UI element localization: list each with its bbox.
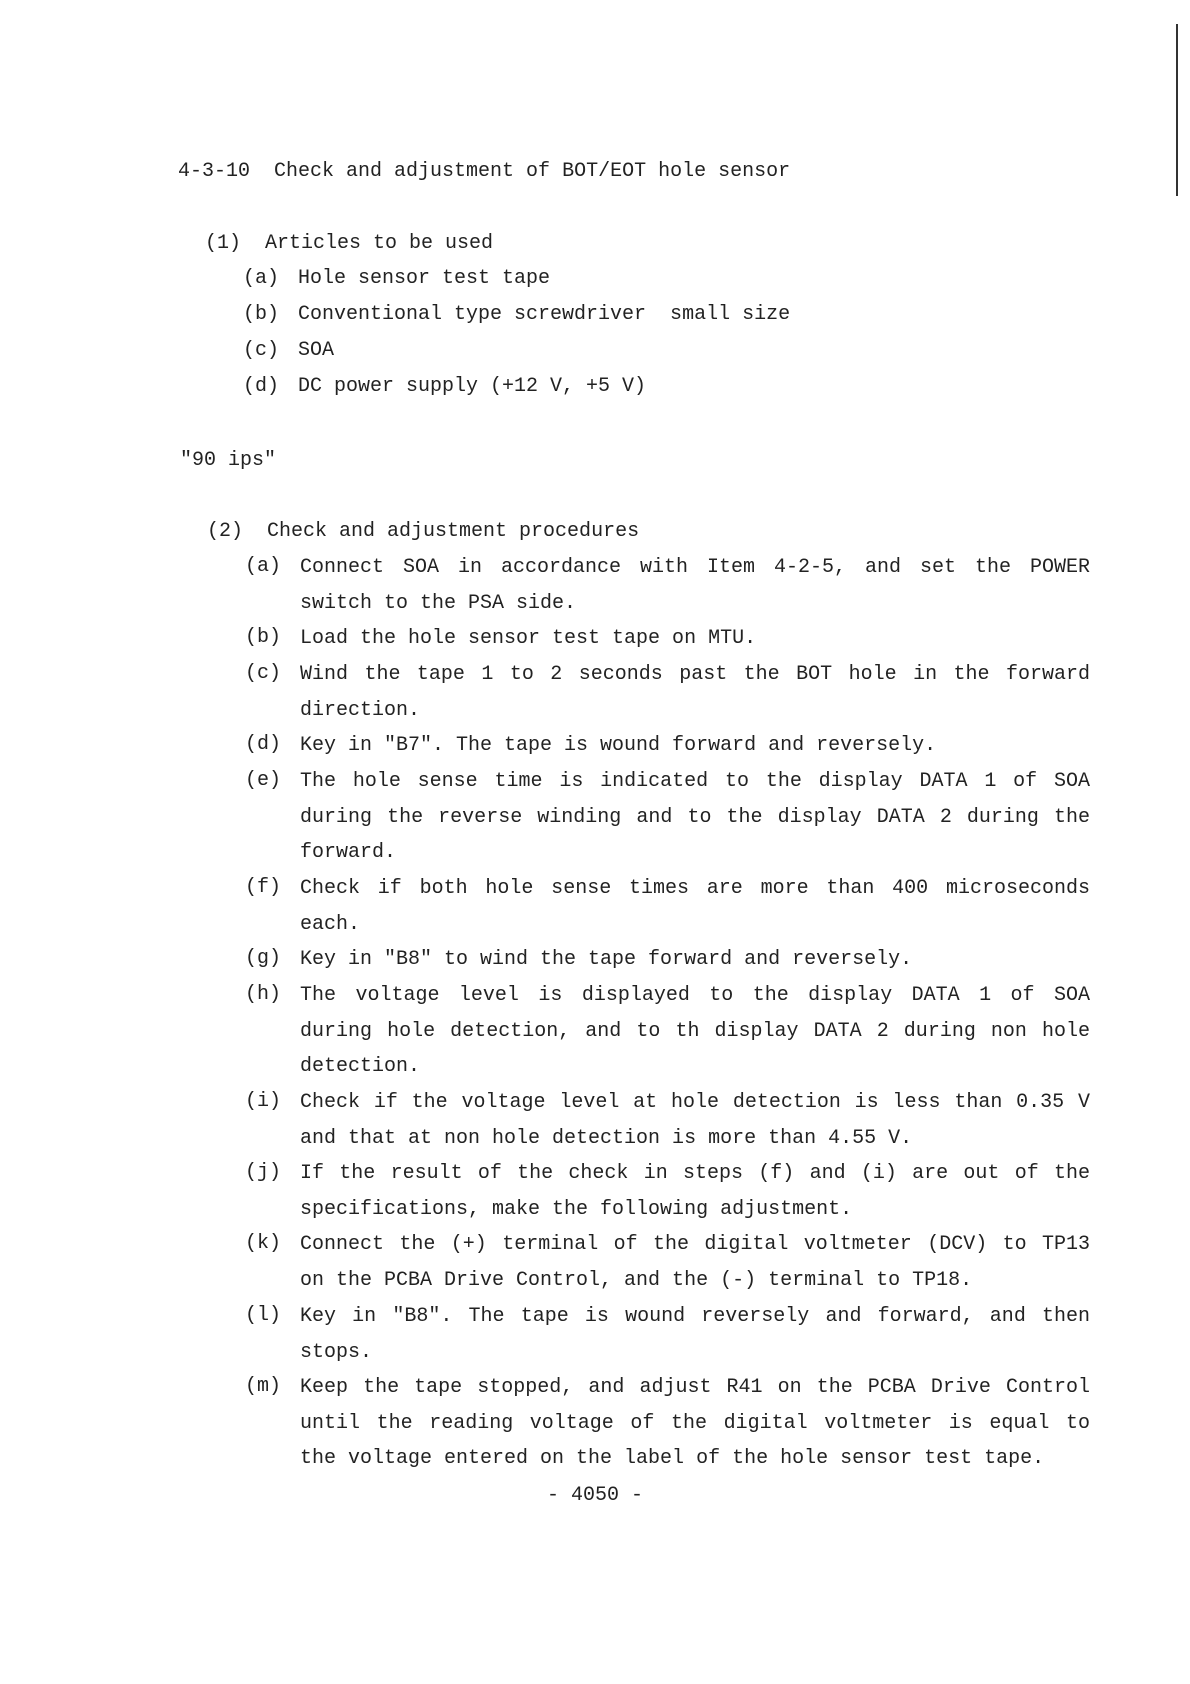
step-marker: (a) — [245, 555, 282, 578]
step-text: Check if both hole sense times are more than 400 microseconds each. — [300, 877, 1090, 936]
step-marker: (i) — [245, 1090, 282, 1113]
step-text: Check if the voltage level at hole detection is less than 0.35 V and that at non hole detection is more than 4.55 V. — [300, 1091, 1090, 1150]
step-text: Wind the tape 1 to 2 seconds past the BOT hole in the forward direction. — [300, 663, 1090, 722]
item-text: DC power supply (+12 V, +5 V) — [298, 375, 647, 398]
speed-note: "90 ips" — [180, 449, 277, 472]
step-marker: (c) — [245, 662, 282, 685]
step-marker: (m) — [245, 1375, 282, 1398]
step-text: The hole sense time is indicated to the display DATA 1 of SOA during the reverse winding and to the display DATA 2 during the forward. — [300, 770, 1090, 864]
item-text: SOA — [298, 339, 335, 362]
step-text: Key in "B7". The tape is wound forward and reversely. — [300, 734, 937, 757]
page-number: - 4050 - — [546, 1484, 643, 1507]
item-marker: (a) — [243, 267, 280, 290]
item-marker: (c) — [243, 339, 280, 362]
step-text: Keep the tape stopped, and adjust R41 on the PCBA Drive Control until the reading voltage of the digital voltmeter is equal to the voltage entered on the label of the hole sensor test tape. — [300, 1376, 1090, 1470]
step-marker: (d) — [245, 733, 282, 756]
procedures-label: (2) Check and adjustment procedures — [207, 520, 640, 543]
step-text: If the result of the check in steps (f) and (i) are out of the specifications, make the following adjustment. — [300, 1162, 1090, 1221]
step-text: Key in "B8". The tape is wound reversely and forward, and then stops. — [300, 1305, 1090, 1364]
step-marker: (h) — [245, 983, 282, 1006]
item-text: Hole sensor test tape — [298, 267, 551, 290]
step-marker: (b) — [245, 626, 282, 649]
step-text: Connect the (+) terminal of the digital voltmeter (DCV) to TP13 on the PCBA Drive Control, and the (-) terminal to TP18. — [300, 1233, 1090, 1292]
step-text: Load the hole sensor test tape on MTU. — [300, 627, 757, 650]
margin-rule — [1176, 24, 1178, 196]
item-marker: (b) — [243, 303, 280, 326]
step-text: The voltage level is displayed to the display DATA 1 of SOA during hole detection, and to th display DATA 2 during non hole detection. — [300, 984, 1090, 1078]
item-marker: (d) — [243, 375, 280, 398]
step-marker: (e) — [245, 769, 282, 792]
step-marker: (j) — [245, 1161, 282, 1184]
step-marker: (k) — [245, 1232, 282, 1255]
step-marker: (g) — [245, 947, 282, 970]
step-text: Connect SOA in accordance with Item 4-2-5, and set the POWER switch to the PSA side. — [300, 556, 1090, 615]
section-heading: 4-3-10 Check and adjustment of BOT/EOT hole sensor — [178, 160, 791, 183]
step-marker: (l) — [245, 1304, 282, 1327]
articles-label: (1) Articles to be used — [205, 232, 494, 255]
step-marker: (f) — [245, 876, 282, 899]
item-text: Conventional type screwdriver small size — [298, 303, 791, 326]
step-text: Key in "B8" to wind the tape forward and reversely. — [300, 948, 913, 971]
